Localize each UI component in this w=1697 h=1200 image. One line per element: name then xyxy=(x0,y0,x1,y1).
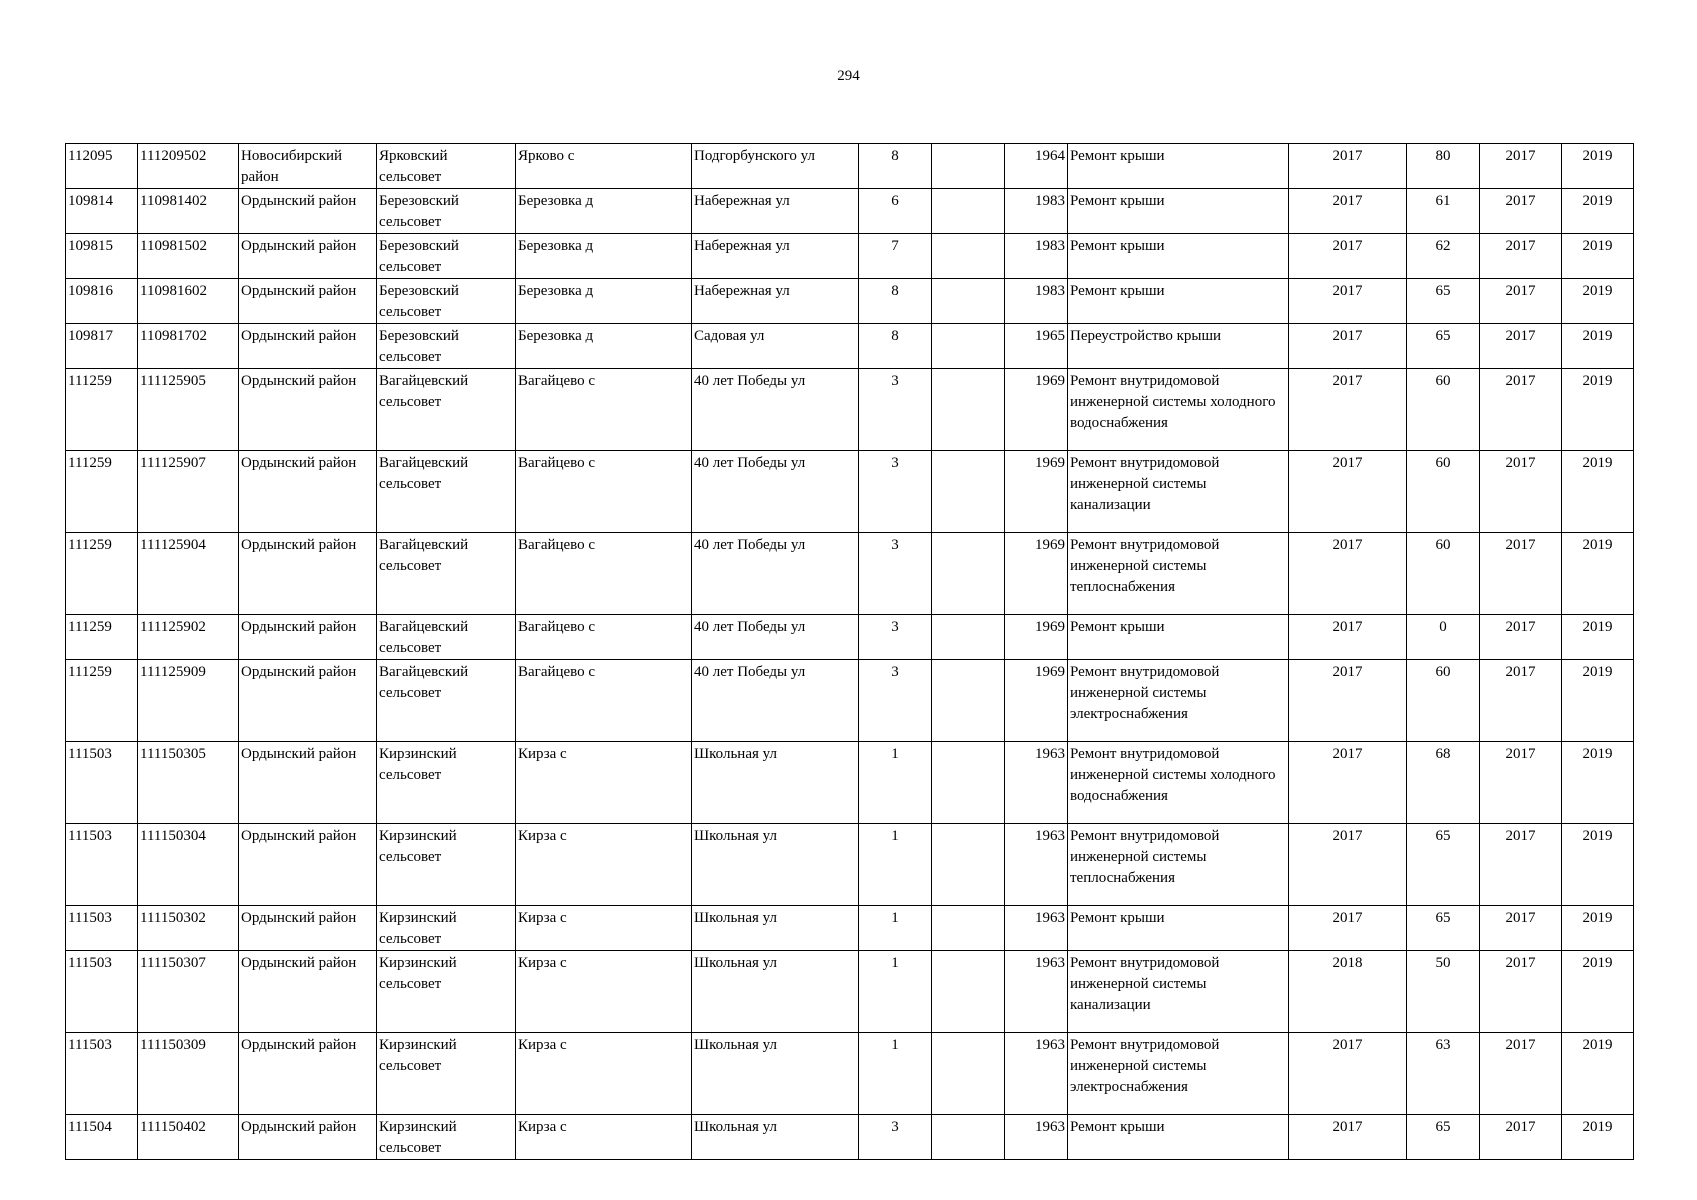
cell-id: 111259 xyxy=(66,451,138,533)
cell-period-from: 2017 xyxy=(1480,951,1562,1033)
cell-building xyxy=(932,660,1005,742)
cell-work: Ремонт крыши xyxy=(1068,906,1289,951)
cell-street: Школьная ул xyxy=(692,951,859,1033)
cell-building xyxy=(932,951,1005,1033)
cell-settlement: Кирза с xyxy=(516,906,692,951)
cell-plan-year: 2017 xyxy=(1289,144,1407,189)
cell-work: Ремонт внутридомовой инженерной системы холодного водоснабжения xyxy=(1068,369,1289,451)
cell-year-built: 1983 xyxy=(1005,234,1068,279)
cell-building xyxy=(932,451,1005,533)
cell-building xyxy=(932,1115,1005,1160)
cell-council: Вагайцевский сельсовет xyxy=(377,615,516,660)
cell-code: 111125902 xyxy=(138,615,239,660)
cell-period-to: 2019 xyxy=(1562,324,1634,369)
cell-house: 1 xyxy=(859,824,932,906)
cell-code: 111125905 xyxy=(138,369,239,451)
cell-wear: 60 xyxy=(1407,369,1480,451)
cell-work: Ремонт крыши xyxy=(1068,615,1289,660)
cell-settlement: Кирза с xyxy=(516,1115,692,1160)
cell-council: Кирзинский сельсовет xyxy=(377,1115,516,1160)
cell-wear: 80 xyxy=(1407,144,1480,189)
cell-plan-year: 2017 xyxy=(1289,1033,1407,1115)
cell-period-from: 2017 xyxy=(1480,1033,1562,1115)
cell-period-from: 2017 xyxy=(1480,533,1562,615)
cell-settlement: Березовка д xyxy=(516,234,692,279)
cell-id: 111503 xyxy=(66,1033,138,1115)
page-number: 294 xyxy=(837,68,860,84)
cell-period-to: 2019 xyxy=(1562,951,1634,1033)
cell-wear: 61 xyxy=(1407,189,1480,234)
cell-plan-year: 2017 xyxy=(1289,234,1407,279)
cell-code: 111150305 xyxy=(138,742,239,824)
cell-plan-year: 2018 xyxy=(1289,951,1407,1033)
cell-plan-year: 2017 xyxy=(1289,742,1407,824)
cell-work: Ремонт внутридомовой инженерной системы теплоснабжения xyxy=(1068,533,1289,615)
cell-year-built: 1983 xyxy=(1005,279,1068,324)
cell-street: Школьная ул xyxy=(692,1115,859,1160)
cell-year-built: 1969 xyxy=(1005,660,1068,742)
cell-code: 111150402 xyxy=(138,1115,239,1160)
cell-wear: 63 xyxy=(1407,1033,1480,1115)
cell-house: 3 xyxy=(859,369,932,451)
cell-id: 111503 xyxy=(66,906,138,951)
cell-house: 6 xyxy=(859,189,932,234)
cell-period-from: 2017 xyxy=(1480,660,1562,742)
cell-year-built: 1983 xyxy=(1005,189,1068,234)
cell-period-from: 2017 xyxy=(1480,906,1562,951)
table-row xyxy=(66,1115,1634,1160)
cell-code: 111150307 xyxy=(138,951,239,1033)
cell-work: Ремонт внутридомовой инженерной системы канализации xyxy=(1068,951,1289,1033)
cell-work: Ремонт крыши xyxy=(1068,1115,1289,1160)
cell-period-from: 2017 xyxy=(1480,824,1562,906)
cell-house: 3 xyxy=(859,451,932,533)
cell-district: Ордынский район xyxy=(239,533,377,615)
table-row xyxy=(66,279,1634,324)
cell-period-from: 2017 xyxy=(1480,615,1562,660)
cell-period-from: 2017 xyxy=(1480,324,1562,369)
cell-work: Ремонт внутридомовой инженерной системы холодного водоснабжения xyxy=(1068,742,1289,824)
cell-street: 40 лет Победы ул xyxy=(692,533,859,615)
cell-work: Переустройство крыши xyxy=(1068,324,1289,369)
cell-period-to: 2019 xyxy=(1562,742,1634,824)
cell-district: Ордынский район xyxy=(239,279,377,324)
cell-council: Березовский сельсовет xyxy=(377,324,516,369)
cell-code: 110981602 xyxy=(138,279,239,324)
cell-code: 111150302 xyxy=(138,906,239,951)
cell-settlement: Кирза с xyxy=(516,742,692,824)
cell-settlement: Вагайцево с xyxy=(516,369,692,451)
cell-period-to: 2019 xyxy=(1562,1033,1634,1115)
cell-period-from: 2017 xyxy=(1480,234,1562,279)
cell-period-from: 2017 xyxy=(1480,144,1562,189)
cell-period-to: 2019 xyxy=(1562,144,1634,189)
cell-council: Вагайцевский сельсовет xyxy=(377,369,516,451)
cell-wear: 0 xyxy=(1407,615,1480,660)
cell-wear: 60 xyxy=(1407,451,1480,533)
cell-building xyxy=(932,369,1005,451)
cell-plan-year: 2017 xyxy=(1289,279,1407,324)
cell-district: Ордынский район xyxy=(239,234,377,279)
cell-district: Ордынский район xyxy=(239,906,377,951)
cell-district: Ордынский район xyxy=(239,615,377,660)
cell-period-to: 2019 xyxy=(1562,451,1634,533)
cell-building xyxy=(932,824,1005,906)
cell-work: Ремонт внутридомовой инженерной системы электроснабжения xyxy=(1068,660,1289,742)
table-row xyxy=(66,1033,1634,1115)
cell-work: Ремонт крыши xyxy=(1068,234,1289,279)
repair-registry-table xyxy=(65,143,1634,1160)
cell-wear: 65 xyxy=(1407,1115,1480,1160)
cell-council: Вагайцевский сельсовет xyxy=(377,451,516,533)
cell-building xyxy=(932,906,1005,951)
cell-period-to: 2019 xyxy=(1562,533,1634,615)
cell-year-built: 1963 xyxy=(1005,1033,1068,1115)
cell-id: 111259 xyxy=(66,615,138,660)
cell-house: 8 xyxy=(859,324,932,369)
cell-work: Ремонт внутридомовой инженерной системы канализации xyxy=(1068,451,1289,533)
table-row xyxy=(66,144,1634,189)
cell-settlement: Вагайцево с xyxy=(516,533,692,615)
cell-id: 111503 xyxy=(66,951,138,1033)
table-row xyxy=(66,369,1634,451)
cell-building xyxy=(932,324,1005,369)
table-row xyxy=(66,660,1634,742)
cell-year-built: 1963 xyxy=(1005,824,1068,906)
cell-building xyxy=(932,144,1005,189)
cell-id: 112095 xyxy=(66,144,138,189)
cell-wear: 65 xyxy=(1407,279,1480,324)
cell-year-built: 1963 xyxy=(1005,742,1068,824)
cell-building xyxy=(932,279,1005,324)
cell-building xyxy=(932,533,1005,615)
cell-street: Набережная ул xyxy=(692,189,859,234)
cell-plan-year: 2017 xyxy=(1289,324,1407,369)
cell-district: Ордынский район xyxy=(239,660,377,742)
cell-year-built: 1963 xyxy=(1005,1115,1068,1160)
cell-work: Ремонт крыши xyxy=(1068,279,1289,324)
table-row xyxy=(66,324,1634,369)
cell-street: Школьная ул xyxy=(692,824,859,906)
cell-work: Ремонт крыши xyxy=(1068,144,1289,189)
cell-period-from: 2017 xyxy=(1480,451,1562,533)
cell-period-to: 2019 xyxy=(1562,1115,1634,1160)
cell-work: Ремонт внутридомовой инженерной системы теплоснабжения xyxy=(1068,824,1289,906)
cell-council: Березовский сельсовет xyxy=(377,234,516,279)
cell-id: 109815 xyxy=(66,234,138,279)
cell-street: 40 лет Победы ул xyxy=(692,615,859,660)
cell-district: Ордынский район xyxy=(239,369,377,451)
table-row xyxy=(66,451,1634,533)
cell-settlement: Кирза с xyxy=(516,1033,692,1115)
cell-plan-year: 2017 xyxy=(1289,533,1407,615)
cell-code: 111125907 xyxy=(138,451,239,533)
cell-id: 111503 xyxy=(66,824,138,906)
cell-council: Кирзинский сельсовет xyxy=(377,951,516,1033)
cell-plan-year: 2017 xyxy=(1289,615,1407,660)
cell-period-to: 2019 xyxy=(1562,824,1634,906)
cell-id: 109814 xyxy=(66,189,138,234)
table-row xyxy=(66,615,1634,660)
cell-wear: 62 xyxy=(1407,234,1480,279)
cell-building xyxy=(932,742,1005,824)
cell-building xyxy=(932,234,1005,279)
cell-code: 111150309 xyxy=(138,1033,239,1115)
cell-house: 3 xyxy=(859,660,932,742)
table-row xyxy=(66,533,1634,615)
cell-district: Ордынский район xyxy=(239,1033,377,1115)
cell-council: Вагайцевский сельсовет xyxy=(377,660,516,742)
cell-wear: 68 xyxy=(1407,742,1480,824)
cell-year-built: 1963 xyxy=(1005,951,1068,1033)
cell-plan-year: 2017 xyxy=(1289,451,1407,533)
cell-settlement: Кирза с xyxy=(516,951,692,1033)
cell-period-from: 2017 xyxy=(1480,279,1562,324)
cell-district: Ордынский район xyxy=(239,451,377,533)
cell-period-to: 2019 xyxy=(1562,615,1634,660)
cell-period-to: 2019 xyxy=(1562,279,1634,324)
cell-district: Ордынский район xyxy=(239,742,377,824)
cell-street: 40 лет Победы ул xyxy=(692,451,859,533)
cell-id: 111504 xyxy=(66,1115,138,1160)
cell-period-from: 2017 xyxy=(1480,189,1562,234)
cell-settlement: Ярково с xyxy=(516,144,692,189)
cell-building xyxy=(932,1033,1005,1115)
cell-district: Ордынский район xyxy=(239,1115,377,1160)
cell-work: Ремонт крыши xyxy=(1068,189,1289,234)
cell-year-built: 1969 xyxy=(1005,369,1068,451)
cell-code: 111125909 xyxy=(138,660,239,742)
cell-street: Садовая ул xyxy=(692,324,859,369)
cell-code: 110981502 xyxy=(138,234,239,279)
cell-plan-year: 2017 xyxy=(1289,1115,1407,1160)
cell-id: 111259 xyxy=(66,660,138,742)
cell-street: Подгорбунского ул xyxy=(692,144,859,189)
table-row xyxy=(66,742,1634,824)
cell-code: 110981402 xyxy=(138,189,239,234)
table-row xyxy=(66,951,1634,1033)
cell-settlement: Вагайцево с xyxy=(516,660,692,742)
cell-work: Ремонт внутридомовой инженерной системы электроснабжения xyxy=(1068,1033,1289,1115)
cell-id: 111503 xyxy=(66,742,138,824)
cell-district: Ордынский район xyxy=(239,189,377,234)
cell-id: 111259 xyxy=(66,369,138,451)
cell-district: Новосибирский район xyxy=(239,144,377,189)
table-row xyxy=(66,234,1634,279)
cell-street: 40 лет Победы ул xyxy=(692,660,859,742)
cell-house: 8 xyxy=(859,279,932,324)
table-row xyxy=(66,189,1634,234)
cell-code: 111209502 xyxy=(138,144,239,189)
table-row xyxy=(66,824,1634,906)
cell-wear: 60 xyxy=(1407,533,1480,615)
cell-wear: 65 xyxy=(1407,324,1480,369)
cell-settlement: Вагайцево с xyxy=(516,451,692,533)
cell-period-from: 2017 xyxy=(1480,742,1562,824)
cell-council: Березовский сельсовет xyxy=(377,189,516,234)
cell-street: Набережная ул xyxy=(692,279,859,324)
cell-house: 8 xyxy=(859,144,932,189)
cell-wear: 60 xyxy=(1407,660,1480,742)
cell-period-from: 2017 xyxy=(1480,1115,1562,1160)
cell-period-to: 2019 xyxy=(1562,189,1634,234)
cell-plan-year: 2017 xyxy=(1289,189,1407,234)
cell-period-to: 2019 xyxy=(1562,660,1634,742)
cell-period-to: 2019 xyxy=(1562,369,1634,451)
cell-house: 1 xyxy=(859,951,932,1033)
cell-period-from: 2017 xyxy=(1480,369,1562,451)
cell-council: Кирзинский сельсовет xyxy=(377,906,516,951)
cell-house: 1 xyxy=(859,1033,932,1115)
cell-house: 7 xyxy=(859,234,932,279)
cell-settlement: Вагайцево с xyxy=(516,615,692,660)
cell-council: Вагайцевский сельсовет xyxy=(377,533,516,615)
cell-street: Школьная ул xyxy=(692,906,859,951)
cell-year-built: 1969 xyxy=(1005,533,1068,615)
cell-building xyxy=(932,189,1005,234)
cell-wear: 65 xyxy=(1407,906,1480,951)
cell-settlement: Березовка д xyxy=(516,189,692,234)
cell-street: Школьная ул xyxy=(692,1033,859,1115)
cell-plan-year: 2017 xyxy=(1289,660,1407,742)
cell-house: 3 xyxy=(859,615,932,660)
cell-district: Ордынский район xyxy=(239,824,377,906)
cell-id: 109817 xyxy=(66,324,138,369)
cell-street: Набережная ул xyxy=(692,234,859,279)
cell-council: Кирзинский сельсовет xyxy=(377,824,516,906)
cell-code: 111125904 xyxy=(138,533,239,615)
cell-year-built: 1969 xyxy=(1005,451,1068,533)
cell-year-built: 1965 xyxy=(1005,324,1068,369)
table-row xyxy=(66,906,1634,951)
cell-code: 110981702 xyxy=(138,324,239,369)
cell-settlement: Кирза с xyxy=(516,824,692,906)
cell-id: 111259 xyxy=(66,533,138,615)
cell-house: 3 xyxy=(859,533,932,615)
cell-building xyxy=(932,615,1005,660)
cell-district: Ордынский район xyxy=(239,324,377,369)
cell-year-built: 1963 xyxy=(1005,906,1068,951)
cell-year-built: 1969 xyxy=(1005,615,1068,660)
cell-period-to: 2019 xyxy=(1562,906,1634,951)
cell-wear: 65 xyxy=(1407,824,1480,906)
cell-house: 1 xyxy=(859,906,932,951)
cell-id: 109816 xyxy=(66,279,138,324)
cell-year-built: 1964 xyxy=(1005,144,1068,189)
cell-code: 111150304 xyxy=(138,824,239,906)
cell-house: 3 xyxy=(859,1115,932,1160)
cell-council: Ярковский сельсовет xyxy=(377,144,516,189)
cell-street: 40 лет Победы ул xyxy=(692,369,859,451)
cell-district: Ордынский район xyxy=(239,951,377,1033)
cell-plan-year: 2017 xyxy=(1289,369,1407,451)
cell-plan-year: 2017 xyxy=(1289,906,1407,951)
cell-period-to: 2019 xyxy=(1562,234,1634,279)
cell-wear: 50 xyxy=(1407,951,1480,1033)
cell-settlement: Березовка д xyxy=(516,324,692,369)
cell-settlement: Березовка д xyxy=(516,279,692,324)
cell-plan-year: 2017 xyxy=(1289,824,1407,906)
cell-council: Кирзинский сельсовет xyxy=(377,1033,516,1115)
cell-council: Кирзинский сельсовет xyxy=(377,742,516,824)
cell-council: Березовский сельсовет xyxy=(377,279,516,324)
cell-house: 1 xyxy=(859,742,932,824)
cell-street: Школьная ул xyxy=(692,742,859,824)
